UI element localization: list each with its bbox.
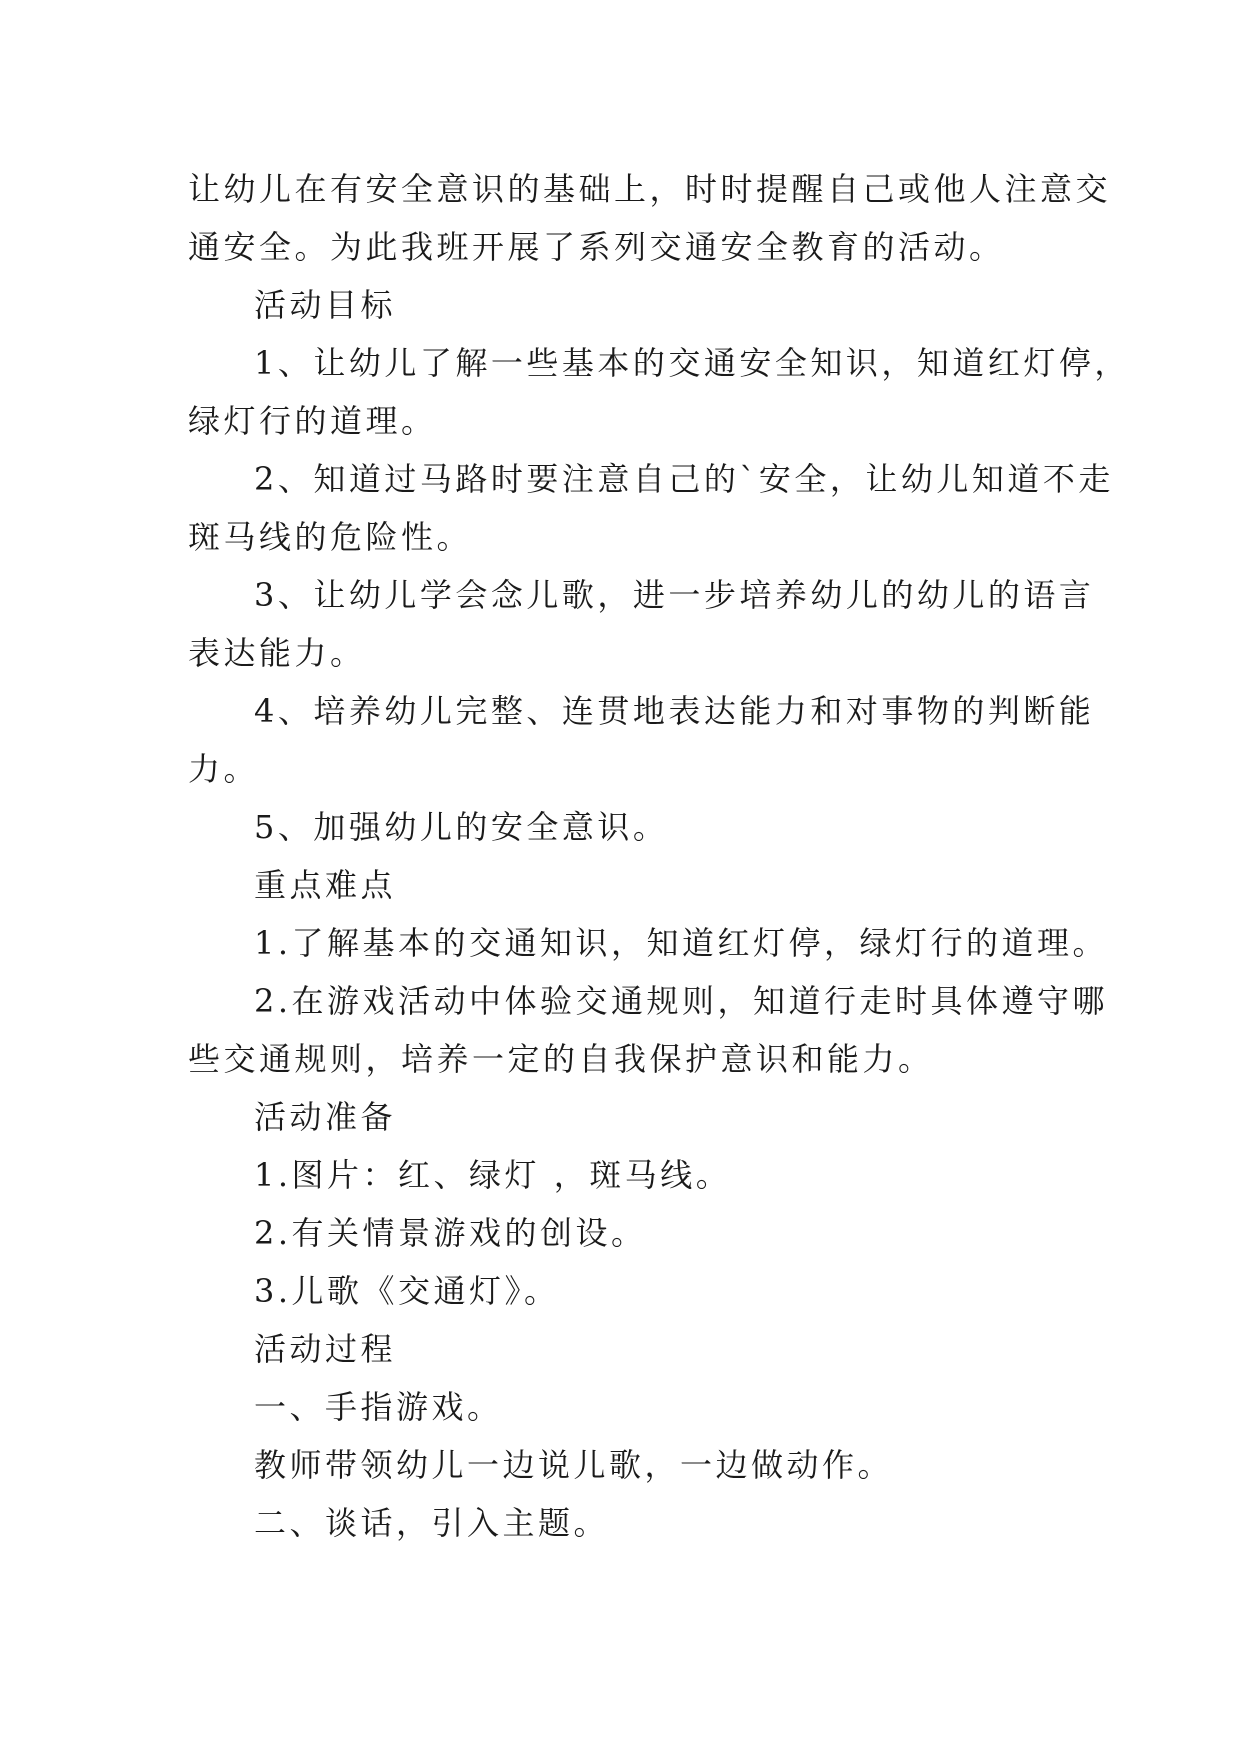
preparation-item-3: 3.儿歌《交通灯》。	[254, 1272, 560, 1310]
process-step-1-detail: 教师带领幼儿一边说儿歌，一边做动作。	[254, 1446, 894, 1484]
goal-item-3: 3、让幼儿学会念儿歌，进一步培养幼儿的幼儿的语言	[254, 576, 1095, 614]
section-heading-process: 活动过程	[254, 1330, 397, 1368]
goal-item-3-continued: 表达能力。	[188, 634, 366, 672]
paragraph-line: 通安全。为此我班开展了系列交通安全教育的活动。	[188, 228, 1005, 266]
goal-item-4-continued: 力。	[188, 750, 260, 788]
process-step-1: 一、手指游戏。	[254, 1388, 503, 1426]
key-point-1: 1.了解基本的交通知识，知道红灯停，绿灯行的道理。	[254, 924, 1109, 962]
goal-item-1: 1、让幼儿了解一些基本的交通安全知识，知道红灯停，	[254, 344, 1130, 382]
paragraph-line: 让幼儿在有安全意识的基础上，时时提醒自己或他人注意交	[188, 170, 1112, 208]
goal-item-1-continued: 绿灯行的道理。	[188, 402, 437, 440]
goal-item-2: 2、知道过马路时要注意自己的`安全，让幼儿知道不走	[254, 460, 1114, 498]
process-step-2: 二、谈话，引入主题。	[254, 1504, 610, 1542]
section-heading-key-points: 重点难点	[254, 866, 397, 904]
goal-item-5: 5、加强幼儿的安全意识。	[254, 808, 669, 846]
preparation-item-1: 1.图片：红、绿灯 ，斑马线。	[254, 1156, 732, 1194]
goal-item-4: 4、培养幼儿完整、连贯地表达能力和对事物的判断能	[254, 692, 1095, 730]
key-point-2-continued: 些交通规则，培养一定的自我保护意识和能力。	[188, 1040, 934, 1078]
preparation-item-2: 2.有关情景游戏的创设。	[254, 1214, 647, 1252]
key-point-2: 2.在游戏活动中体验交通规则，知道行走时具体遵守哪	[254, 982, 1109, 1020]
section-heading-activity-goals: 活动目标	[254, 286, 397, 324]
goal-item-2-continued: 斑马线的危险性。	[188, 518, 473, 556]
document-body	[188, 160, 1130, 1552]
section-heading-preparation: 活动准备	[254, 1098, 397, 1136]
